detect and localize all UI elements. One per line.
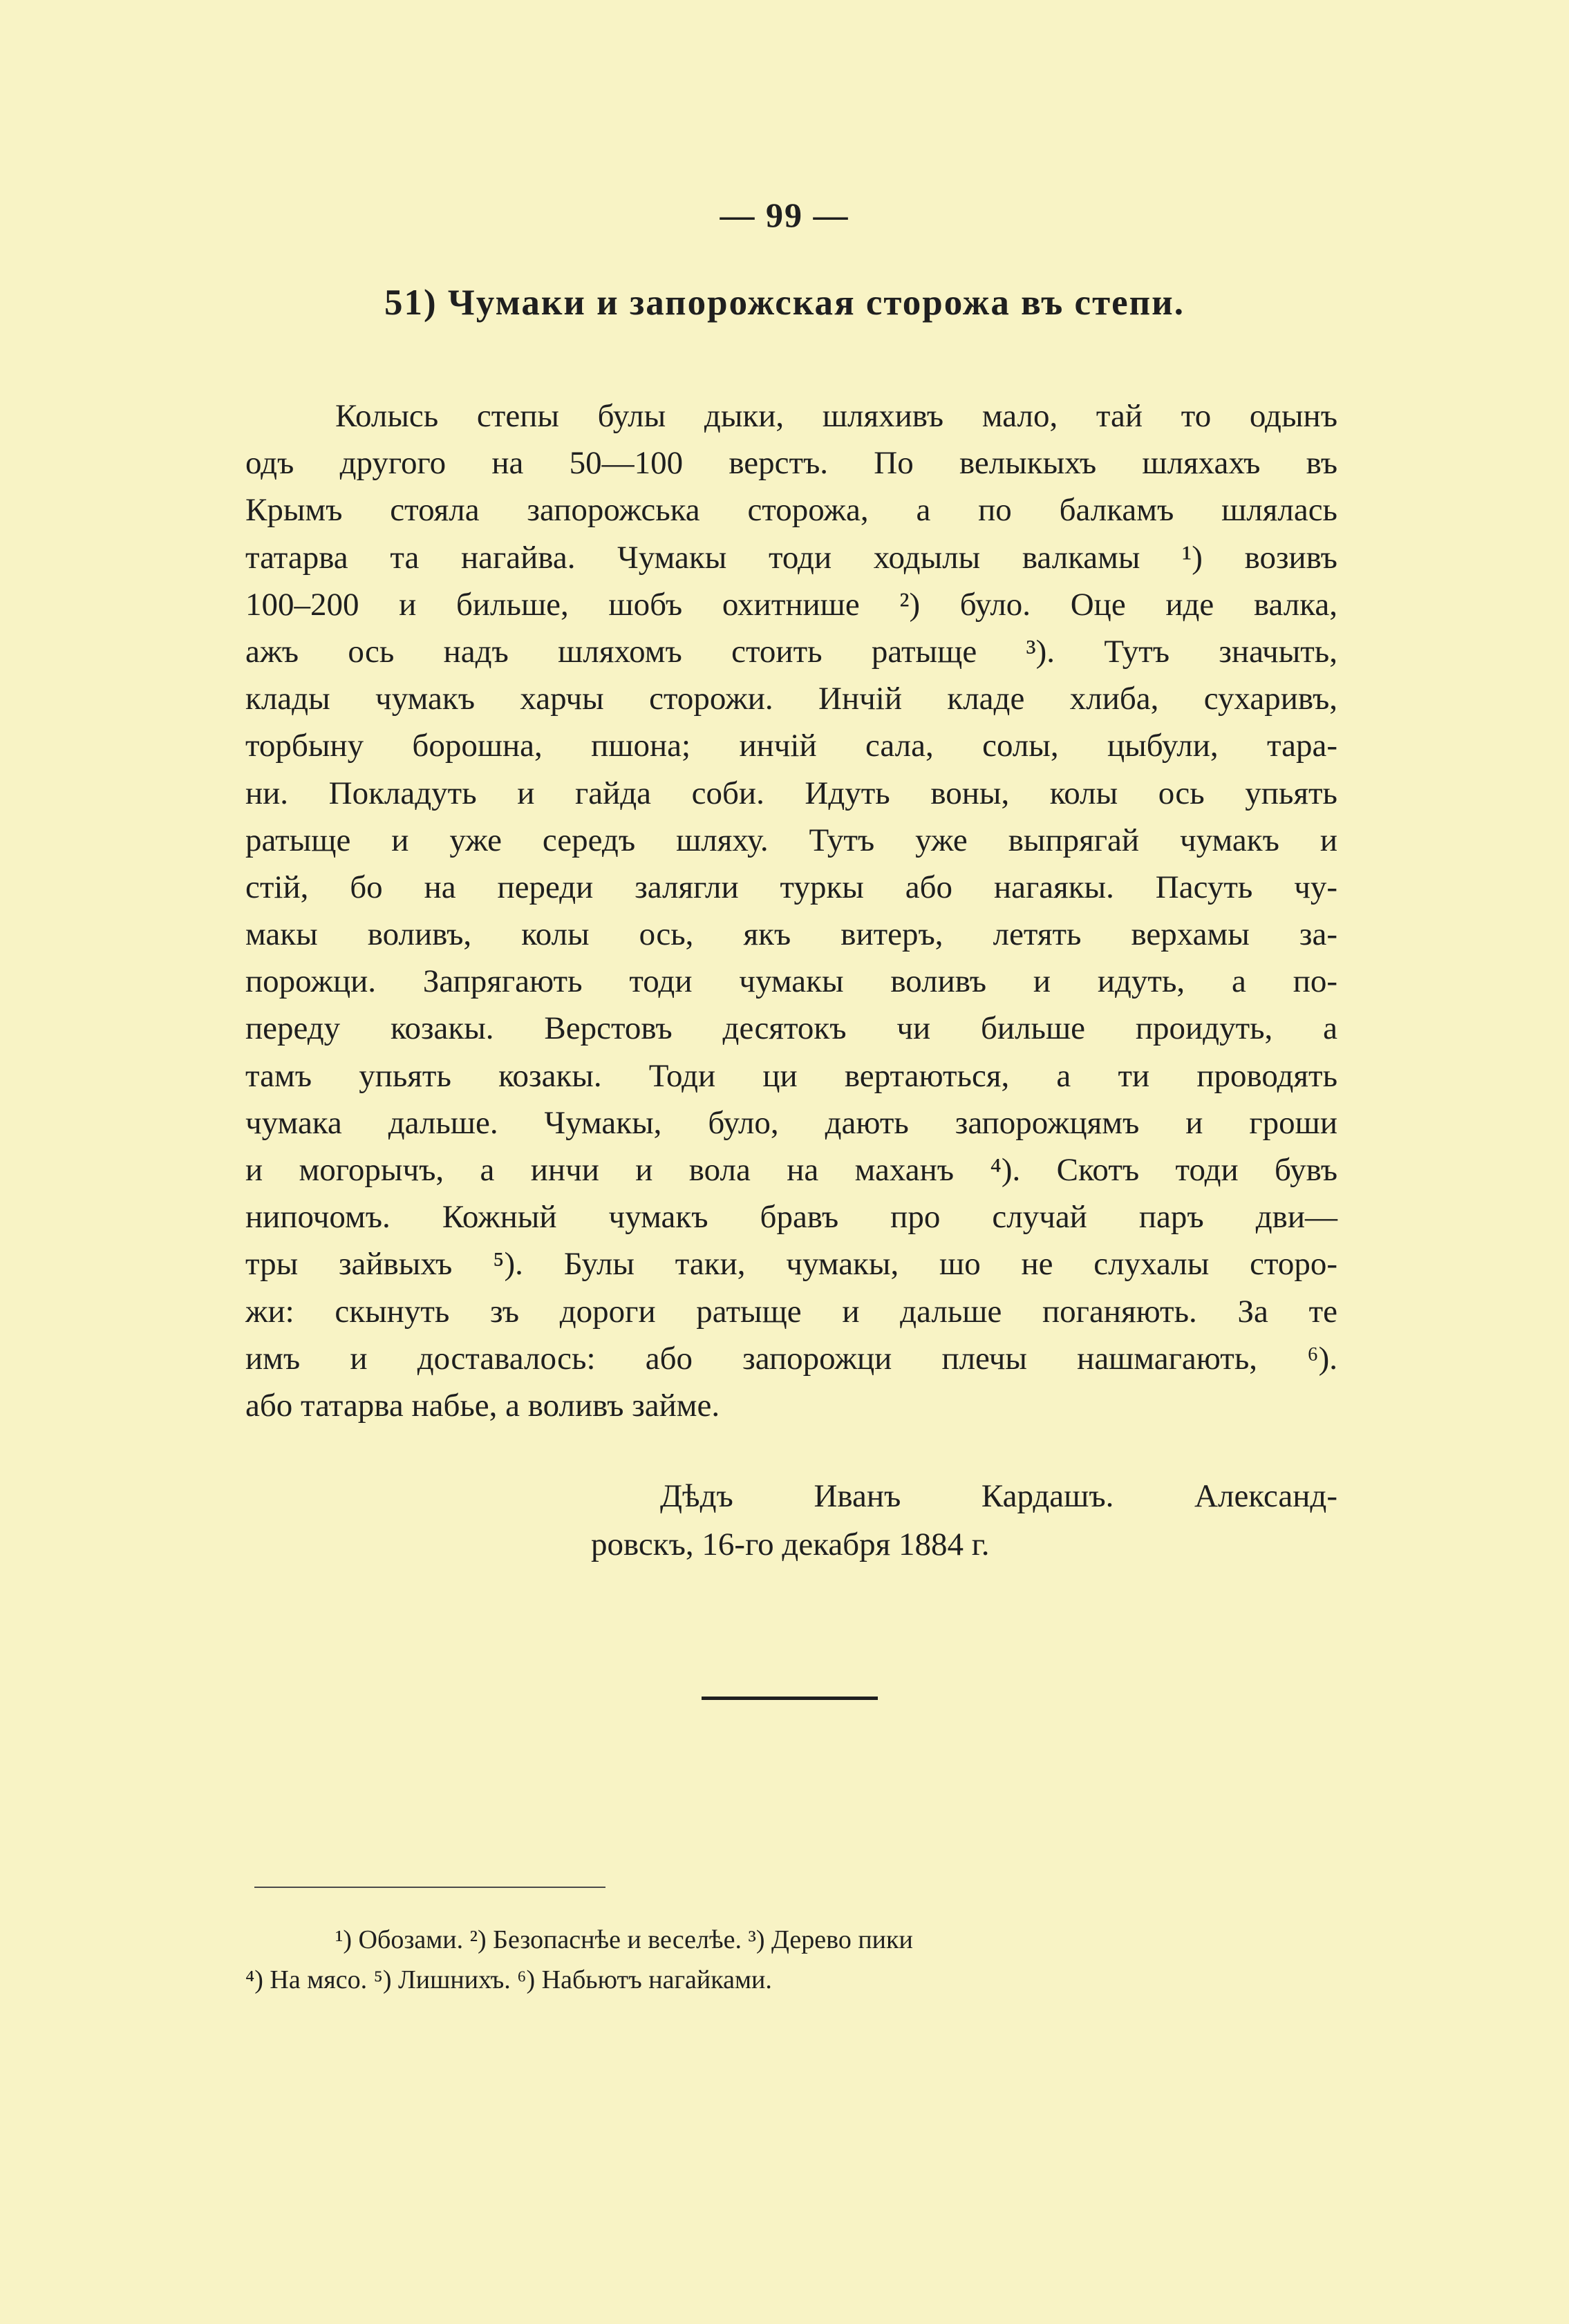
body-line: стій, бо на переди залягли туркы або нагаякы. Пасуть чу-	[245, 869, 1337, 905]
body-line: ажъ ось надъ шляхомъ стоить ратыще ³). Тутъ значыть,	[245, 633, 1337, 670]
body-line: переду козакы. Верстовъ десятокъ чи бильше проидуть, а	[245, 1010, 1337, 1047]
body-text	[245, 393, 1337, 1429]
body-line: нипочомъ. Кожный чумакъ бравъ про случай паръ дви—	[245, 1199, 1337, 1236]
footnotes	[245, 1920, 1213, 2000]
footnote-divider	[254, 1887, 605, 1888]
body-line: татарва та нагайва. Чумакы тоди ходылы валкамы ¹) возивъ	[245, 539, 1337, 576]
section-title: 51) Чумаки и запорожская сторожа въ степи.	[384, 283, 1185, 323]
body-line: макы воливъ, колы ось, якъ витеръ, летять верхамы за-	[245, 916, 1337, 953]
body-line: Колысь степы булы дыки, шляхивъ мало, тай то одынъ	[335, 398, 1337, 434]
body-line: тры зайвыхъ ⁵). Булы таки, чумакы, шо не слухалы сторо-	[245, 1246, 1337, 1283]
body-line: порожци. Запрягають тоди чумакы воливъ и идуть, а по-	[245, 963, 1337, 1000]
body-line: и могорычъ, а инчи и вола на маханъ ⁴). Скотъ тоди бувъ	[245, 1152, 1337, 1188]
body-line: клады чумакъ харчы сторожи. Инчій кладе хлиба, сухаривъ,	[245, 681, 1337, 717]
body-line: торбыну борошна, пшона; инчій сала, солы, цыбули, тара-	[245, 728, 1337, 764]
signature-line: Дѣдъ Иванъ Кардашъ. Александ-	[660, 1478, 1337, 1514]
body-line: имъ и доставалось: або запорожци плечы нашмагають, ⁶).	[245, 1340, 1337, 1377]
body-line: одъ другого на 50—100 верстъ. По велыкыхъ шляхахъ въ	[245, 445, 1337, 482]
end-rule	[702, 1697, 878, 1700]
body-line: ратыще и уже середъ шляху. Тутъ уже выпрягай чумакъ и	[245, 822, 1337, 858]
signature-line: ровскъ, 16-го декабря 1884 г.	[591, 1527, 990, 1562]
body-line: чумака дальше. Чумакы, було, дають запорожцямъ и гроши	[245, 1104, 1337, 1141]
body-line: ни. Покладуть и гайда соби. Идуть воны, колы ось упьять	[245, 775, 1337, 811]
body-line: тамъ упьять козакы. Тоди ци вертаються, а ти проводять	[245, 1057, 1337, 1094]
body-line: або татарва набье, а воливъ займе.	[245, 1387, 720, 1424]
body-line: жи: скынуть зъ дороги ратыще и дальше поганяють. За те	[245, 1293, 1337, 1330]
footnote-line: ⁴) На мясо. ⁵) Лишнихъ. ⁶) Набьютъ нагайками.	[245, 1965, 772, 1994]
signature	[591, 1472, 1337, 1569]
body-line: Крымъ стояла запорожська сторожа, а по балкамъ шлялась	[245, 492, 1337, 529]
page-number: — 99 —	[720, 196, 849, 234]
footnote-line: ¹) Обозами. ²) Безопаснѣе и веселѣе. ³) Дерево пики	[335, 1925, 913, 1954]
body-line: 100–200 и бильше, шобъ охитнише ²) було. Оце иде валка,	[245, 586, 1337, 623]
